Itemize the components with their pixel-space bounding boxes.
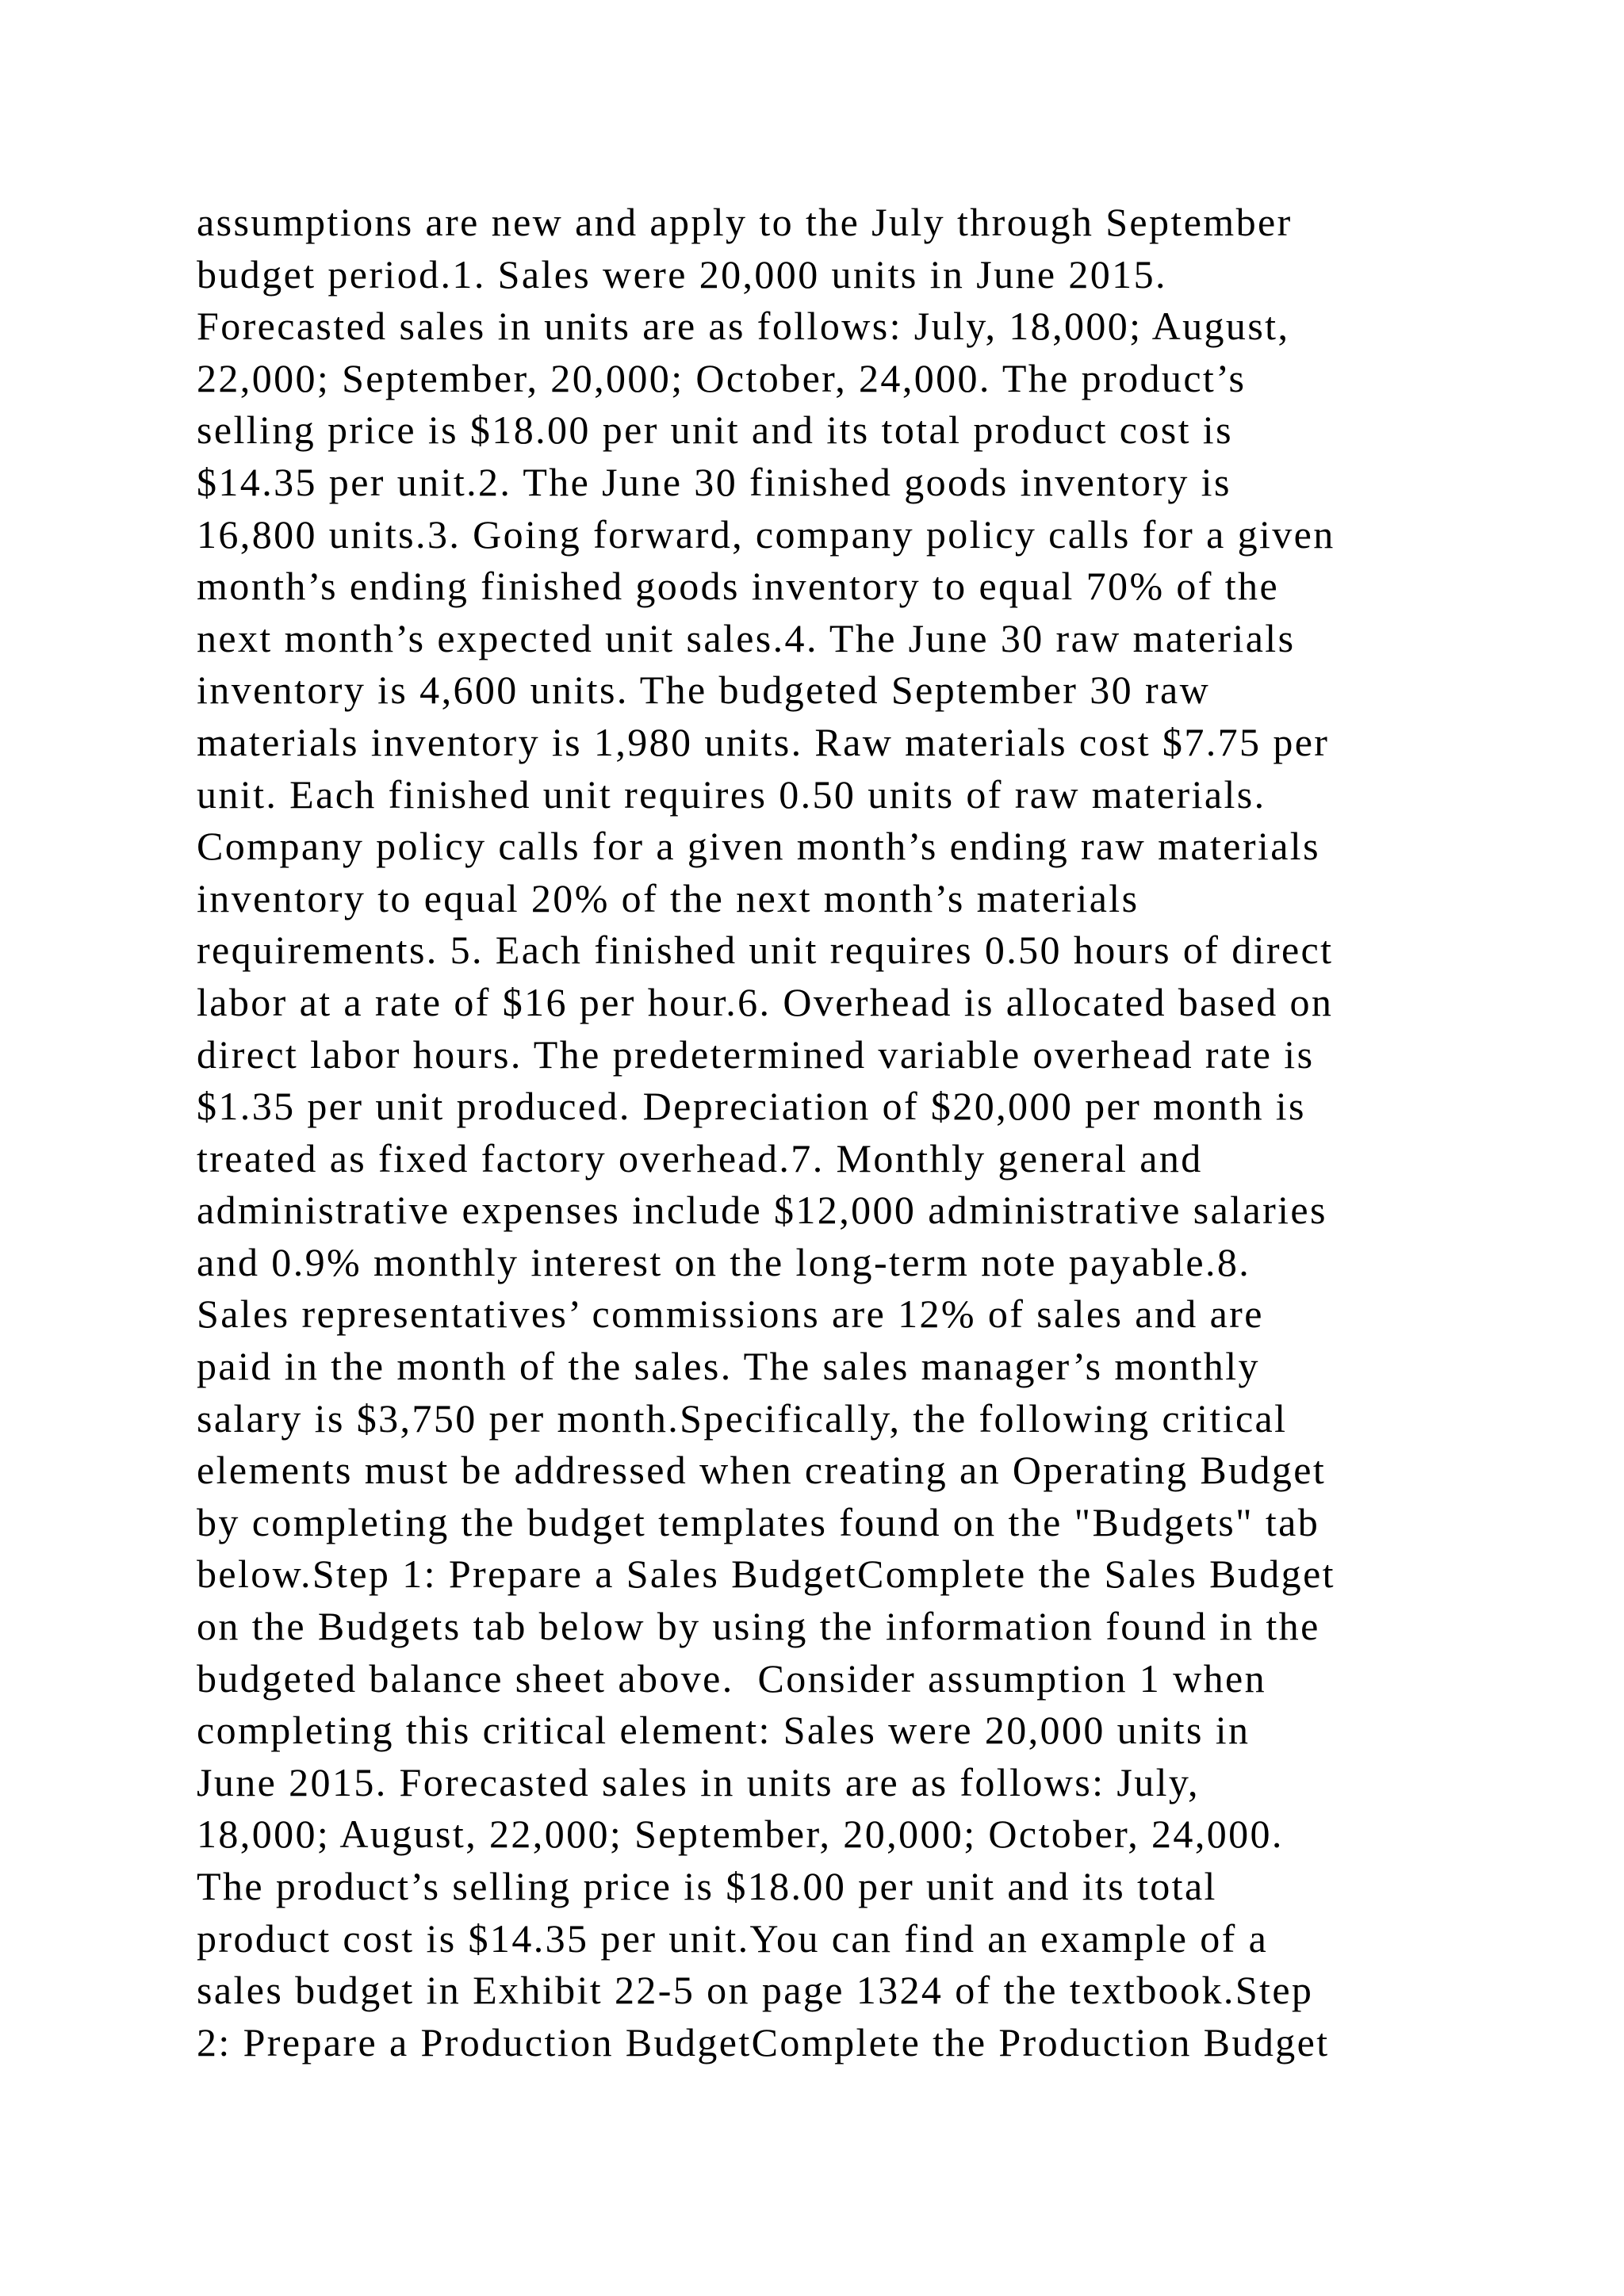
text-line: The product’s selling price is $18.00 per unit and its total — [197, 1864, 1217, 1908]
text-line: inventory to equal 20% of the next month’s materials — [197, 875, 1139, 920]
text-line: $1.35 per unit produced. Depreciation of $20,000 per month is — [197, 1084, 1306, 1129]
text-line: inventory is 4,600 units. The budgeted September 30 raw — [197, 668, 1211, 713]
text-line: elements must be addressed when creating an Operating Budget — [197, 1448, 1327, 1493]
text-line: paid in the month of the sales. The sales manager’s monthly — [197, 1344, 1260, 1389]
text-line: administrative expenses include $12,000 administrative salaries — [197, 1188, 1327, 1233]
text-line: budgeted balance sheet above. Consider assumption 1 when — [197, 1655, 1266, 1701]
text-line: salary is $3,750 per month.Specifically, the following critical — [197, 1395, 1288, 1441]
text-line: $14.35 per unit.2. The June 30 finished goods inventory is — [197, 459, 1231, 504]
text-line: next month’s expected unit sales.4. The June 30 raw materials — [197, 615, 1296, 660]
text-line: 2: Prepare a Production BudgetComplete the Production Budget — [197, 2019, 1330, 2064]
text-line: completing this critical element: Sales were 20,000 units in — [197, 1708, 1251, 1753]
text-line: Company policy calls for a given month’s ending raw materials — [197, 824, 1320, 869]
text-line: materials inventory is 1,980 units. Raw materials cost $7.75 per — [197, 719, 1330, 764]
text-line: and 0.9% monthly interest on the long-term note payable.8. — [197, 1239, 1251, 1284]
text-line: 16,800 units.3. Going forward, company policy calls for a given — [197, 511, 1335, 557]
text-line: selling price is $18.00 per unit and its total product cost is — [197, 408, 1233, 453]
text-line: labor at a rate of $16 per hour.6. Overhead is allocated based on — [197, 979, 1334, 1024]
text-line: below.Step 1: Prepare a Sales BudgetComplete the Sales Budget — [197, 1552, 1335, 1597]
body-text — [197, 197, 1481, 2068]
text-line: requirements. 5. Each finished unit requires 0.50 hours of direct — [197, 928, 1334, 973]
text-line: by completing the budget templates found on the "Budgets" tab — [197, 1499, 1320, 1544]
text-line: budget period.1. Sales were 20,000 units in June 2015. — [197, 251, 1167, 297]
text-line: assumptions are new and apply to the July through September — [197, 200, 1293, 244]
text-line: sales budget in Exhibit 22-5 on page 1324 of the textbook.Step — [197, 1968, 1314, 2013]
text-line: 18,000; August, 22,000; September, 20,000; October, 24,000. — [197, 1812, 1284, 1857]
text-line: June 2015. Forecasted sales in units are as follows: July, — [197, 1759, 1200, 1804]
text-line: direct labor hours. The predetermined variable overhead rate is — [197, 1031, 1315, 1077]
text-line: treated as fixed factory overhead.7. Monthly general and — [197, 1135, 1203, 1181]
text-line: month’s ending finished goods inventory to equal 70% of the — [197, 564, 1280, 609]
text-line: Sales representatives’ commissions are 12% of sales and are — [197, 1292, 1264, 1337]
text-line: Forecasted sales in units are as follows: July, 18,000; August, — [197, 304, 1290, 349]
text-line: on the Budgets tab below by using the information found in the — [197, 1604, 1320, 1649]
text-line: 22,000; September, 20,000; October, 24,000. The product’s — [197, 355, 1247, 400]
text-line: product cost is $14.35 per unit.You can find an example of a — [197, 1915, 1269, 1961]
text-line: unit. Each finished unit requires 0.50 units of raw materials. — [197, 771, 1266, 817]
